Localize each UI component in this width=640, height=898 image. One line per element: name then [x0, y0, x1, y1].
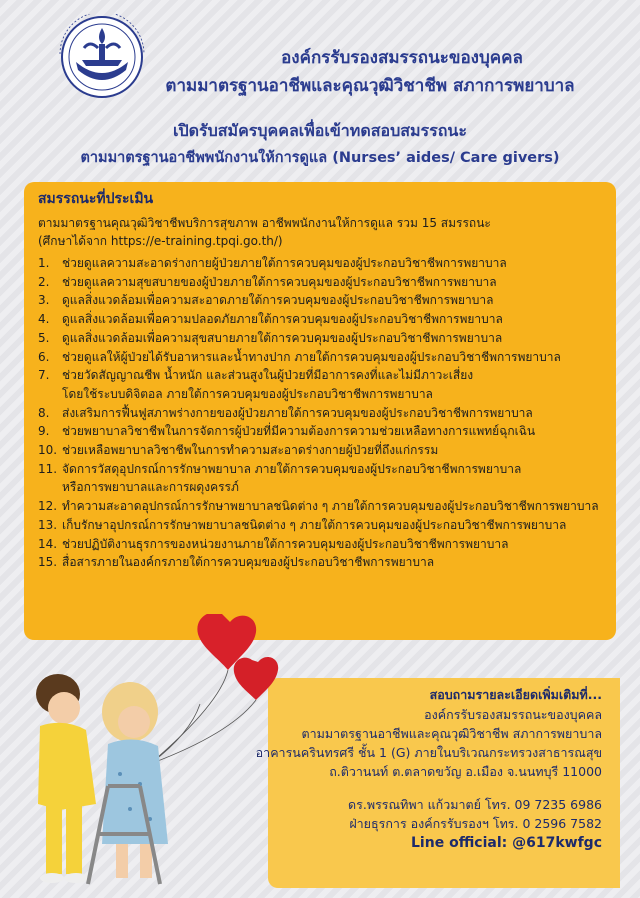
list-item: 8. ส่งเสริมการฟื้นฟูสภาพร่างกายของผู้ป่วยภายใต้การควบคุมของผู้ประกอบวิชาชีพการพยาบาล	[38, 405, 533, 420]
list-item: 5. ดูแลสิ่งแวดล้อมเพื่อความสุขสบายภายใต้การควบคุมของผู้ประกอบวิชาชีพการพยาบาล	[38, 330, 503, 345]
competency-panel	[24, 182, 616, 640]
intro-line1: ตามมาตรฐานคุณวุฒิวิชาชีพบริการสุขภาพ อาชีพพนักงานให้การดูแล รวม 15 สมรรถนะ	[38, 216, 491, 230]
announcement-line1: เปิดรับสมัครบุคคลเพื่อเข้าทดสอบสมรรถนะ	[173, 121, 467, 140]
heart-balloons-icon	[150, 614, 278, 764]
contact-line3: อาคารนครินทรศรี ชั้น 1 (G) ภายในบริเวณกระทรวงสาธารณสุข	[255, 745, 602, 760]
contact-line2: ตามมาตรฐานอาชีพและคุณวุฒิวิชาชีพ สภาการพยาบาล	[301, 726, 602, 741]
contact-phone2: ฝ่ายธุรการ องค์กรรับรองฯ โทร. 0 2596 7582	[349, 816, 602, 831]
contact-phone1: ดร.พรรณทิพา แก้วมาตย์ โทร. 09 7235 6986	[348, 797, 602, 812]
list-item: 11. จัดการวัสดุอุปกรณ์การรักษาพยาบาล ภายใต้การควบคุมของผู้ประกอบวิชาชีพการพยาบาล หรือการพยาบาลและการผดุงครรภ์	[38, 461, 522, 495]
list-item: 6. ช่วยดูแลให้ผู้ป่วยได้รับอาหารและน้ำทางปาก ภายใต้การควบคุมของผู้ประกอบวิชาชีพการพยาบาล	[38, 349, 561, 364]
nurse-patient-illustration	[0, 614, 330, 898]
list-item: 15. สื่อสารภายในองค์กรภายใต้การควบคุมของผู้ประกอบวิชาชีพการพยาบาล	[38, 555, 435, 570]
contact-line4: ถ.ติวานนท์ ต.ตลาดขวัญ อ.เมือง จ.นนทบุรี 11000	[329, 764, 602, 779]
org-name-line2: ตามมาตรฐานอาชีพและคุณวุฒิวิชาชีพ สภาการพยาบาล	[165, 76, 575, 96]
patient-figure	[102, 682, 168, 878]
list-item: 12. ทำความสะอาดอุปกรณ์การรักษาพยาบาลชนิดต่าง ๆ ภายใต้การควบคุมของผู้ประกอบวิชาชีพการพยาบาล	[38, 499, 599, 514]
line-official-id: Line official: @617kwfgc	[411, 835, 602, 851]
competency-intro	[38, 214, 610, 250]
intro-line2: (ศึกษาได้จาก https://e-training.tpqi.go.th/)	[38, 234, 283, 248]
list-item: 4. ดูแลสิ่งแวดล้อมเพื่อความปลอดภัยภายใต้การควบคุมของผู้ประกอบวิชาชีพการพยาบาล	[38, 312, 503, 327]
list-item: 10. ช่วยเหลือพยาบาลวิชาชีพในการทำความสะอาดร่างกายผู้ป่วยที่ถึงแก่กรรม	[38, 443, 439, 458]
list-item: 13. เก็บรักษาอุปกรณ์การรักษาพยาบาลชนิดต่าง ๆ ภายใต้การควบคุมของผู้ประกอบวิชาชีพการพยาบาล	[38, 517, 567, 532]
list-item: 14. ช่วยปฏิบัติงานธุรการของหน่วยงานภายใต้การควบคุมของผู้ประกอบวิชาชีพการพยาบาล	[38, 536, 509, 551]
contact-line1: องค์กรรับรองสมรรถนะของบุคคล	[424, 707, 602, 722]
list-item: 3. ดูแลสิ่งแวดล้อมเพื่อความสะอาดภายใต้การควบคุมของผู้ประกอบวิชาชีพการพยาบาล	[38, 293, 494, 308]
org-name-line1: องค์กรรับรองสมรรถนะของบุคคล	[281, 48, 523, 68]
list-item: 1. ช่วยดูแลความสะอาดร่างกายผู้ป่วยภายใต้การควบคุมของผู้ประกอบวิชาชีพการพยาบาล	[38, 256, 507, 270]
list-item: 9. ช่วยพยาบาลวิชาชีพในการจัดการผู้ป่วยที่มีความต้องการความช่วยเหลือทางการแพทย์ฉุกเฉิน	[38, 424, 536, 439]
competency-list	[38, 254, 610, 572]
nurse-figure	[36, 674, 96, 883]
announcement-line2: ตามมาตรฐานอาชีพพนักงานให้การดูแล (Nurses’ aides/ Care givers)	[80, 150, 560, 166]
contact-title: สอบถามรายละเอียดเพิ่มเติมที่...	[429, 687, 602, 702]
list-item: 2. ช่วยดูแลความสุขสบายของผู้ป่วยภายใต้การควบคุมของผู้ประกอบวิชาชีพการพยาบาล	[38, 274, 497, 289]
list-item: 7. ช่วยวัดสัญญาณชีพ น้ำหนัก และส่วนสูงในผู้ป่วยที่มีอาการคงที่และไม่มีภาวะเสี่ยง โดยใช้ระบบดิจิตอล ภายใต้การควบคุมของผู้ประกอบวิชาชีพการพยาบาล	[38, 368, 474, 401]
competency-heading: สมรรถนะที่ประเมิน	[38, 191, 154, 207]
